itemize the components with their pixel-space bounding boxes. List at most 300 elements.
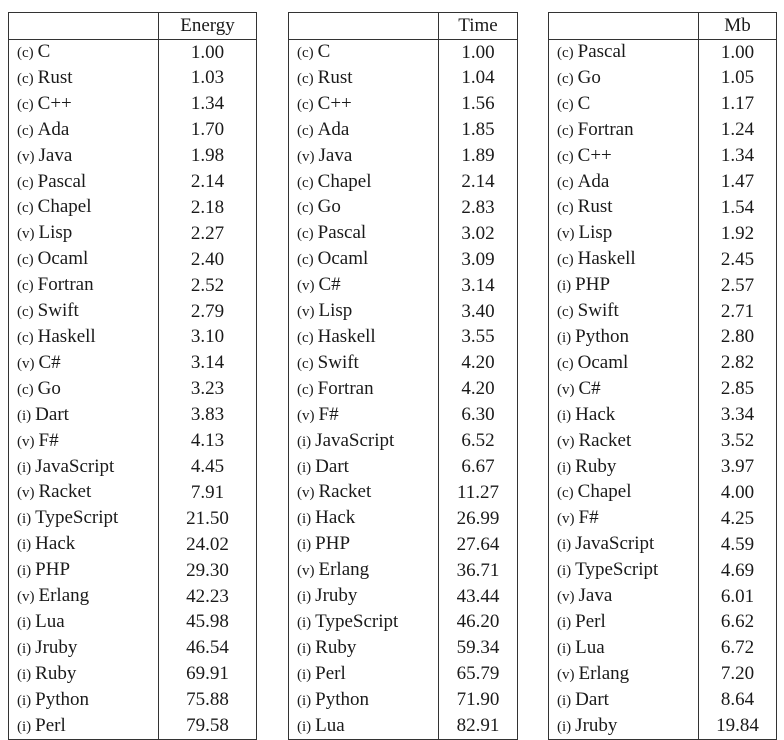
language-name: Ada xyxy=(577,170,610,192)
paradigm-tag: (v) xyxy=(557,511,575,528)
language-cell xyxy=(9,40,159,66)
value-cell: 59.34 xyxy=(439,636,518,662)
table-row xyxy=(289,247,518,273)
value-cell: 27.64 xyxy=(439,532,518,558)
language-name: Haskell xyxy=(577,248,636,270)
value-cell: 2.71 xyxy=(699,299,777,325)
table-row xyxy=(289,532,518,558)
table-row xyxy=(289,66,518,92)
language-cell xyxy=(549,377,699,403)
value-cell: 3.97 xyxy=(699,455,777,481)
table-row xyxy=(289,195,518,221)
value-cell: 6.62 xyxy=(699,610,777,636)
value-cell: 1.56 xyxy=(439,92,518,118)
table-row xyxy=(549,247,777,273)
memory-table xyxy=(548,12,777,740)
value-cell: 2.57 xyxy=(699,273,777,299)
language-cell xyxy=(549,351,699,377)
table-row xyxy=(289,118,518,144)
language-name: Chapel xyxy=(317,170,372,192)
language-name: Lisp xyxy=(38,222,73,244)
language-name: Ocaml xyxy=(37,248,89,270)
paradigm-tag: (c) xyxy=(297,226,314,243)
language-cell xyxy=(289,558,439,584)
language-name: JavaScript xyxy=(315,429,395,451)
paradigm-tag: (v) xyxy=(297,148,315,165)
value-cell: 2.14 xyxy=(439,170,518,196)
table-row xyxy=(289,170,518,196)
value-cell: 4.20 xyxy=(439,351,518,377)
table-row xyxy=(9,273,257,299)
paradigm-tag: (i) xyxy=(17,407,32,424)
value-cell: 82.91 xyxy=(439,714,518,740)
language-name: PHP xyxy=(35,559,71,581)
language-cell xyxy=(289,532,439,558)
table-row xyxy=(9,351,257,377)
language-cell xyxy=(289,429,439,455)
value-cell: 2.79 xyxy=(159,299,257,325)
paradigm-tag: (c) xyxy=(297,96,314,113)
paradigm-tag: (v) xyxy=(17,589,35,606)
table-header xyxy=(289,13,518,40)
table-row xyxy=(549,532,777,558)
language-cell xyxy=(549,714,699,740)
value-cell: 65.79 xyxy=(439,662,518,688)
language-cell xyxy=(9,688,159,714)
language-name: Go xyxy=(317,196,341,218)
value-cell: 45.98 xyxy=(159,610,257,636)
language-name: TypeScript xyxy=(35,507,119,529)
table-row xyxy=(9,66,257,92)
paradigm-tag: (v) xyxy=(17,433,35,450)
language-name: TypeScript xyxy=(575,559,659,581)
value-cell: 24.02 xyxy=(159,532,257,558)
language-cell xyxy=(289,170,439,196)
table-row xyxy=(549,195,777,221)
table-row xyxy=(9,610,257,636)
value-cell: 4.00 xyxy=(699,480,777,506)
language-name: PHP xyxy=(315,533,351,555)
table-row xyxy=(549,714,777,740)
table-row xyxy=(9,714,257,740)
language-name: Chapel xyxy=(37,196,92,218)
language-cell xyxy=(289,221,439,247)
language-cell xyxy=(549,636,699,662)
paradigm-tag: (i) xyxy=(17,459,32,476)
value-cell: 2.52 xyxy=(159,273,257,299)
language-cell xyxy=(289,377,439,403)
language-name: Pascal xyxy=(37,170,87,192)
value-cell: 79.58 xyxy=(159,714,257,740)
value-cell: 6.67 xyxy=(439,455,518,481)
paradigm-tag: (c) xyxy=(297,329,314,346)
value-cell: 4.45 xyxy=(159,455,257,481)
paradigm-tag: (c) xyxy=(557,174,574,191)
language-cell xyxy=(549,221,699,247)
value-cell: 29.30 xyxy=(159,558,257,584)
value-cell: 3.10 xyxy=(159,325,257,351)
paradigm-tag: (c) xyxy=(17,45,34,61)
language-name: Chapel xyxy=(577,481,632,503)
value-cell: 3.40 xyxy=(439,299,518,325)
paradigm-tag: (c) xyxy=(17,70,34,87)
language-name: F# xyxy=(38,429,59,451)
table-row xyxy=(289,480,518,506)
language-name: Fortran xyxy=(317,377,374,399)
table-row xyxy=(289,610,518,636)
language-name: PHP xyxy=(575,274,611,296)
language-name: Ruby xyxy=(35,662,77,684)
table-row xyxy=(9,92,257,118)
value-cell: 2.82 xyxy=(699,351,777,377)
language-cell xyxy=(289,273,439,299)
table-header xyxy=(549,13,777,40)
language-cell xyxy=(289,325,439,351)
paradigm-tag: (c) xyxy=(557,70,574,87)
paradigm-tag: (v) xyxy=(17,226,35,243)
table-row xyxy=(549,221,777,247)
table-row xyxy=(289,273,518,299)
language-cell xyxy=(289,455,439,481)
language-cell xyxy=(549,40,699,66)
table-row xyxy=(549,66,777,92)
language-cell xyxy=(9,377,159,403)
language-name: Racket xyxy=(578,429,632,451)
paradigm-tag: (i) xyxy=(17,640,32,657)
language-cell xyxy=(289,403,439,429)
value-cell: 1.85 xyxy=(439,118,518,144)
language-cell xyxy=(289,662,439,688)
value-cell: 46.20 xyxy=(439,610,518,636)
paradigm-tag: (c) xyxy=(557,304,574,321)
paradigm-tag: (c) xyxy=(557,45,574,61)
table-row xyxy=(9,480,257,506)
header-energy: Energy xyxy=(159,13,257,40)
paradigm-tag: (i) xyxy=(297,692,312,709)
table-row xyxy=(289,714,518,740)
language-cell xyxy=(9,299,159,325)
language-cell xyxy=(9,558,159,584)
language-name: Perl xyxy=(575,610,606,632)
table-row xyxy=(289,377,518,403)
language-name: F# xyxy=(578,507,599,529)
language-cell xyxy=(289,195,439,221)
language-cell xyxy=(9,403,159,429)
table-row xyxy=(549,325,777,351)
language-name: Dart xyxy=(315,455,349,477)
energy-table xyxy=(8,12,257,740)
paradigm-tag: (c) xyxy=(17,252,34,269)
value-cell: 1.54 xyxy=(699,195,777,221)
paradigm-tag: (c) xyxy=(17,174,34,191)
language-name: Go xyxy=(37,377,61,399)
table-row xyxy=(549,144,777,170)
value-cell: 1.00 xyxy=(439,40,518,66)
value-cell: 1.24 xyxy=(699,118,777,144)
paradigm-tag: (i) xyxy=(557,614,572,631)
value-cell: 2.80 xyxy=(699,325,777,351)
value-cell: 3.14 xyxy=(159,351,257,377)
value-cell: 6.52 xyxy=(439,429,518,455)
table-row xyxy=(549,377,777,403)
value-cell: 7.20 xyxy=(699,662,777,688)
paradigm-tag: (v) xyxy=(297,304,315,321)
language-name: Lua xyxy=(575,636,605,658)
paradigm-tag: (v) xyxy=(557,666,575,683)
value-cell: 1.34 xyxy=(159,92,257,118)
language-name: F# xyxy=(318,403,339,425)
language-cell xyxy=(549,118,699,144)
table-row xyxy=(549,299,777,325)
language-name: C xyxy=(577,92,591,114)
value-cell: 2.27 xyxy=(159,221,257,247)
table-row xyxy=(549,610,777,636)
table-row xyxy=(549,688,777,714)
language-cell xyxy=(289,480,439,506)
language-cell xyxy=(549,195,699,221)
language-cell xyxy=(9,662,159,688)
value-cell: 69.91 xyxy=(159,662,257,688)
table-row xyxy=(549,170,777,196)
table-row xyxy=(9,662,257,688)
language-name: Ocaml xyxy=(577,351,629,373)
language-cell xyxy=(289,636,439,662)
table-row xyxy=(9,558,257,584)
table-row xyxy=(549,480,777,506)
table-row xyxy=(289,429,518,455)
table-row xyxy=(289,455,518,481)
table-row xyxy=(9,688,257,714)
paradigm-tag: (v) xyxy=(557,433,575,450)
value-cell: 1.70 xyxy=(159,118,257,144)
value-cell: 3.02 xyxy=(439,221,518,247)
language-cell xyxy=(289,688,439,714)
language-cell xyxy=(9,66,159,92)
table-row xyxy=(9,299,257,325)
table-row xyxy=(549,40,777,66)
value-cell: 6.72 xyxy=(699,636,777,662)
value-cell: 2.40 xyxy=(159,247,257,273)
language-cell xyxy=(9,714,159,740)
language-name: Dart xyxy=(35,403,69,425)
value-cell: 3.83 xyxy=(159,403,257,429)
paradigm-tag: (c) xyxy=(557,200,574,217)
language-name: Java xyxy=(578,585,613,607)
paradigm-tag: (c) xyxy=(557,485,574,502)
language-name: Fortran xyxy=(37,274,94,296)
value-cell: 1.03 xyxy=(159,66,257,92)
paradigm-tag: (i) xyxy=(17,563,32,580)
language-cell xyxy=(549,325,699,351)
language-cell xyxy=(549,299,699,325)
language-name: Python xyxy=(315,688,370,710)
paradigm-tag: (i) xyxy=(297,511,312,528)
value-cell: 4.13 xyxy=(159,429,257,455)
value-cell: 4.59 xyxy=(699,532,777,558)
value-cell: 1.89 xyxy=(439,144,518,170)
header-time: Time xyxy=(439,13,518,40)
value-cell: 2.14 xyxy=(159,170,257,196)
language-cell xyxy=(9,636,159,662)
language-name: C++ xyxy=(37,92,72,114)
language-cell xyxy=(9,325,159,351)
language-name: Rust xyxy=(577,196,613,218)
language-name: C# xyxy=(578,377,601,399)
language-name: Java xyxy=(318,144,353,166)
language-name: Swift xyxy=(317,351,359,373)
table-row xyxy=(289,584,518,610)
table-row xyxy=(9,247,257,273)
table-row xyxy=(289,636,518,662)
paradigm-tag: (i) xyxy=(297,589,312,606)
paradigm-tag: (c) xyxy=(17,329,34,346)
language-cell xyxy=(289,584,439,610)
table-row xyxy=(549,429,777,455)
paradigm-tag: (c) xyxy=(557,252,574,269)
value-cell: 1.00 xyxy=(159,40,257,66)
time-table xyxy=(288,12,518,740)
language-cell xyxy=(549,403,699,429)
language-cell xyxy=(549,144,699,170)
table-row xyxy=(549,92,777,118)
language-cell xyxy=(9,480,159,506)
paradigm-tag: (c) xyxy=(297,381,314,398)
language-name: Racket xyxy=(38,481,92,503)
language-name: Haskell xyxy=(317,325,376,347)
language-cell xyxy=(289,92,439,118)
language-cell xyxy=(549,558,699,584)
paradigm-tag: (i) xyxy=(297,537,312,554)
paradigm-tag: (c) xyxy=(557,96,574,113)
table-row xyxy=(9,40,257,66)
paradigm-tag: (v) xyxy=(297,407,315,424)
table-row xyxy=(9,377,257,403)
value-cell: 2.83 xyxy=(439,195,518,221)
table-row xyxy=(289,325,518,351)
value-cell: 11.27 xyxy=(439,480,518,506)
table-row xyxy=(9,195,257,221)
table-row xyxy=(549,558,777,584)
paradigm-tag: (v) xyxy=(17,148,35,165)
value-cell: 7.91 xyxy=(159,480,257,506)
value-cell: 21.50 xyxy=(159,506,257,532)
language-name: Lisp xyxy=(578,222,613,244)
value-cell: 3.23 xyxy=(159,377,257,403)
language-cell xyxy=(9,144,159,170)
paradigm-tag: (v) xyxy=(297,485,315,502)
value-cell: 3.34 xyxy=(699,403,777,429)
paradigm-tag: (i) xyxy=(557,692,572,709)
language-name: Swift xyxy=(37,300,79,322)
language-name: Hack xyxy=(315,507,356,529)
value-cell: 1.04 xyxy=(439,66,518,92)
language-name: Erlang xyxy=(318,559,370,581)
table-row xyxy=(549,351,777,377)
paradigm-tag: (v) xyxy=(557,589,575,606)
table-row xyxy=(549,636,777,662)
table-row xyxy=(9,325,257,351)
language-name: JavaScript xyxy=(575,533,655,555)
value-cell: 3.55 xyxy=(439,325,518,351)
language-name: Jruby xyxy=(575,714,618,736)
value-cell: 2.85 xyxy=(699,377,777,403)
language-cell xyxy=(549,480,699,506)
paradigm-tag: (v) xyxy=(557,226,575,243)
value-cell: 4.20 xyxy=(439,377,518,403)
table-row xyxy=(289,92,518,118)
table-row xyxy=(9,506,257,532)
table-row xyxy=(549,584,777,610)
paradigm-tag: (i) xyxy=(297,614,312,631)
language-cell xyxy=(549,610,699,636)
table-row xyxy=(9,221,257,247)
paradigm-tag: (i) xyxy=(557,563,572,580)
value-cell: 3.14 xyxy=(439,273,518,299)
language-name: Jruby xyxy=(315,585,358,607)
table-row xyxy=(289,662,518,688)
table-row xyxy=(549,118,777,144)
language-cell xyxy=(289,506,439,532)
paradigm-tag: (i) xyxy=(297,666,312,683)
table-row xyxy=(549,506,777,532)
paradigm-tag: (v) xyxy=(17,485,35,502)
language-name: Python xyxy=(575,325,630,347)
language-cell xyxy=(289,66,439,92)
language-name: Fortran xyxy=(577,118,634,140)
value-cell: 43.44 xyxy=(439,584,518,610)
language-cell xyxy=(289,610,439,636)
paradigm-tag: (i) xyxy=(557,329,572,346)
paradigm-tag: (i) xyxy=(557,459,572,476)
paradigm-tag: (c) xyxy=(557,355,574,372)
value-cell: 1.92 xyxy=(699,221,777,247)
language-cell xyxy=(9,118,159,144)
table-row xyxy=(289,351,518,377)
table-header xyxy=(9,13,257,40)
language-name: Ruby xyxy=(575,455,617,477)
table-row xyxy=(289,688,518,714)
language-name: Rust xyxy=(317,66,353,88)
header-language xyxy=(289,13,439,40)
table-row xyxy=(9,118,257,144)
table-row xyxy=(289,506,518,532)
table-row xyxy=(9,429,257,455)
table-row xyxy=(289,221,518,247)
paradigm-tag: (c) xyxy=(17,122,34,139)
paradigm-tag: (c) xyxy=(17,304,34,321)
paradigm-tag: (i) xyxy=(17,718,32,735)
language-name: Racket xyxy=(318,481,372,503)
language-name: Haskell xyxy=(37,325,96,347)
value-cell: 75.88 xyxy=(159,688,257,714)
paradigm-tag: (v) xyxy=(297,278,315,295)
value-cell: 8.64 xyxy=(699,688,777,714)
language-name: Erlang xyxy=(578,662,630,684)
language-name: Pascal xyxy=(577,41,627,62)
language-cell xyxy=(549,247,699,273)
table-row xyxy=(9,455,257,481)
paradigm-tag: (i) xyxy=(17,692,32,709)
paradigm-tag: (i) xyxy=(557,640,572,657)
header-language xyxy=(549,13,699,40)
language-cell xyxy=(289,299,439,325)
value-cell: 42.23 xyxy=(159,584,257,610)
table-row xyxy=(9,170,257,196)
language-name: Go xyxy=(577,66,601,88)
language-name: Lisp xyxy=(318,300,353,322)
paradigm-tag: (c) xyxy=(557,148,574,165)
language-cell xyxy=(289,247,439,273)
